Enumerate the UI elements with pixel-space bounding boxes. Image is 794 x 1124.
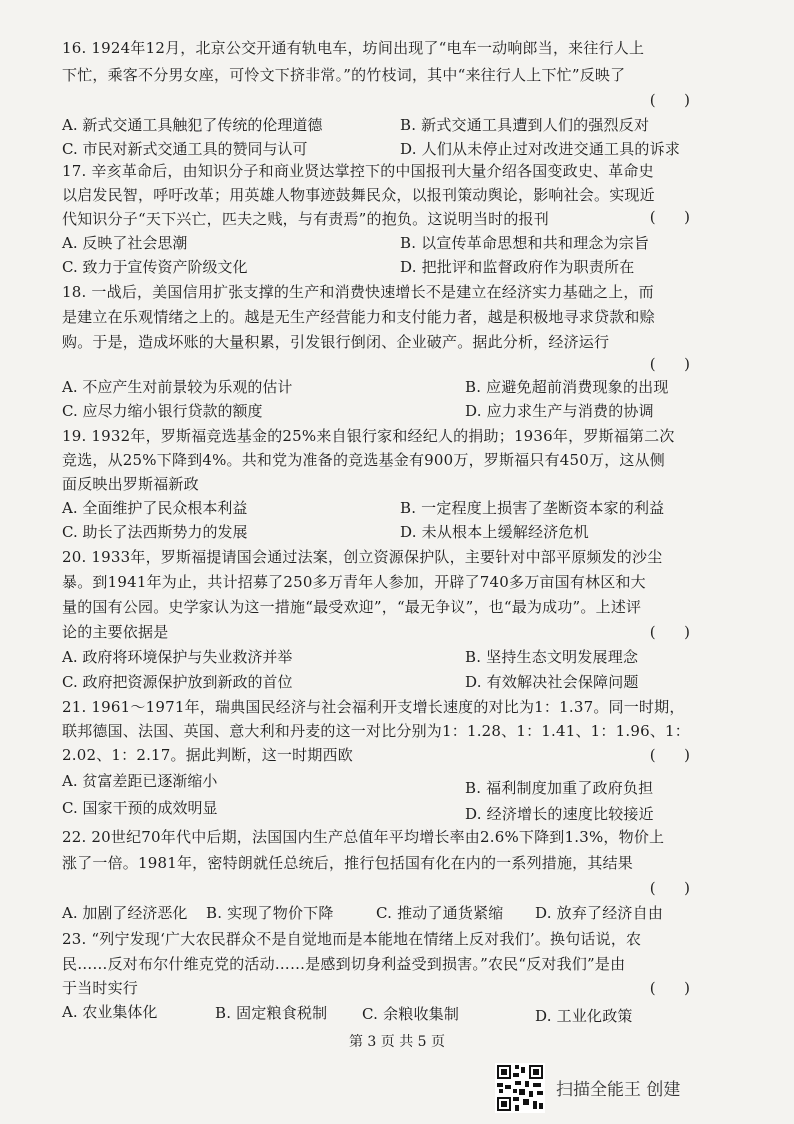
question-stem-line: 23. “列宁发现‘广大农民群众不是自觉地而是本能地在情绪上反对我们’。换句话说，农 xyxy=(62,930,642,948)
answer-blank: ( ) xyxy=(649,208,690,226)
option-b: B. 固定粮食税制 xyxy=(215,1004,328,1022)
option-a: A. 农业集体化 xyxy=(62,1003,158,1021)
question-stem-line: 购。于是，造成坏账的大量积累，引发银行倒闭、企业破产。据此分析，经济运行 xyxy=(62,333,610,351)
question-stem-line: 16. 1924年12月，北京公交开通有轨电车，坊间出现了“电车一动响郎当，来往行人上 xyxy=(62,39,645,57)
option-c: C. 政府把资源保护放到新政的首位 xyxy=(62,673,293,691)
option-c: C. 致力于宣传资产阶级文化 xyxy=(62,258,248,276)
question-stem-line: 以启发民智，呼吁改革；用英雄人物事迹鼓舞民众，以报刊策动舆论，影响社会。实现近 xyxy=(62,186,655,204)
option-c: C. 余粮收集制 xyxy=(362,1005,460,1023)
answer-blank: ( ) xyxy=(649,746,690,764)
option-a: A. 全面维护了民众根本利益 xyxy=(62,499,248,517)
answer-blank: ( ) xyxy=(649,355,690,373)
question-stem-line: 是建立在乐观情绪之上的。越是无生产经营能力和支付能力者，越是积极地寻求贷款和赊 xyxy=(62,308,655,326)
question-stem-line: 22. 20世纪70年代中后期，法国国内生产总值年平均增长率由2.6%下降到1.3%，物价上 xyxy=(62,828,665,846)
option-c: C. 助长了法西斯势力的发展 xyxy=(62,523,248,541)
option-d: D. 放弃了经济自由 xyxy=(535,904,664,922)
option-c: C. 市民对新式交通工具的赞同与认可 xyxy=(62,140,308,158)
answer-blank: ( ) xyxy=(649,91,690,109)
question-stem-line: 2.02、1：2.17。据此判断，这一时期西欧 xyxy=(62,746,353,764)
option-c: C. 国家干预的成效明显 xyxy=(62,799,218,817)
option-a: A. 贫富差距已逐渐缩小 xyxy=(62,772,218,790)
option-c: C. 应尽力缩小银行贷款的额度 xyxy=(62,402,263,420)
option-d: D. 人们从未停止过对改进交通工具的诉求 xyxy=(400,140,681,158)
question-stem-line: 竞选，从25%下降到4%。共和党为准备的竞选基金有900万，罗斯福只有450万，这从侧 xyxy=(62,451,666,469)
option-d: D. 应力求生产与消费的协调 xyxy=(465,402,654,420)
answer-blank: ( ) xyxy=(649,623,690,641)
question-stem-line: 18. 一战后，美国信用扩张支撑的生产和消费快速增长不是建立在经济实力基础之上，而 xyxy=(62,283,654,301)
answer-blank: ( ) xyxy=(649,879,690,897)
option-b: B. 以宣传革命思想和共和理念为宗旨 xyxy=(400,234,650,252)
question-stem-line: 于当时实行 xyxy=(62,979,139,997)
option-a: A. 反映了社会思潮 xyxy=(62,234,188,252)
option-d: D. 有效解决社会保障问题 xyxy=(465,673,639,691)
question-stem-line: 联邦德国、法国、英国、意大利和丹麦的这一对比分别为1：1.28、1：1.41、1：1.96、1： xyxy=(62,722,690,740)
answer-blank: ( ) xyxy=(649,979,690,997)
option-d: D. 把批评和监督政府作为职责所在 xyxy=(400,258,635,276)
option-b: B. 应避免超前消费现象的出现 xyxy=(465,378,669,396)
option-b: B. 坚持生态文明发展理念 xyxy=(465,648,639,666)
question-stem-line: 21. 1961～1971年，瑞典国民经济与社会福利开支增长速度的对比为1：1.37。同一时期， xyxy=(62,698,685,716)
option-d: D. 未从根本上缓解经济危机 xyxy=(400,523,589,541)
question-stem-line: 20. 1933年，罗斯福提请国会通过法案，创立资源保护队，主要针对中部平原频发的沙尘 xyxy=(62,548,663,566)
option-b: B. 福利制度加重了政府负担 xyxy=(465,779,654,797)
option-a: A. 新式交通工具触犯了传统的伦理道德 xyxy=(62,116,323,134)
option-a: A. 政府将环境保护与失业救济并举 xyxy=(62,648,293,666)
qr-code-icon xyxy=(495,1063,545,1113)
option-b: B. 实现了物价下降 xyxy=(206,904,334,922)
page-number: 第 3 页 共 5 页 xyxy=(348,1034,446,1050)
question-stem-line: 民……反对布尔什维克党的活动……是感到切身利益受到损害。”农民“反对我们”是由 xyxy=(62,955,626,973)
question-stem-line: 代知识分子“天下兴亡，匹夫之贱，与有责焉”的抱负。这说明当时的报刊 xyxy=(62,210,549,228)
question-stem-line: 下忙，乘客不分男女座，可怜文下挤非常。”的竹枝词，其中“来往行人上下忙”反映了 xyxy=(62,66,626,84)
option-a: A. 不应产生对前景较为乐观的估计 xyxy=(62,378,293,396)
option-a: A. 加剧了经济恶化 xyxy=(62,904,188,922)
question-stem-line: 19. 1932年，罗斯福竞选基金的25%来自银行家和经纪人的捐助；1936年，罗斯福第二次 xyxy=(62,427,675,445)
option-b: B. 新式交通工具遭到人们的强烈反对 xyxy=(400,116,650,134)
question-stem-line: 面反映出罗斯福新政 xyxy=(62,475,199,493)
option-d: D. 经济增长的速度比较接近 xyxy=(465,805,654,823)
question-stem-line: 量的国有公园。史学家认为这一措施“最受欢迎”，“最无争议”，也“最为成功”。上述评 xyxy=(62,598,642,616)
question-stem-line: 论的主要依据是 xyxy=(62,623,169,641)
option-d: D. 工业化政策 xyxy=(535,1007,633,1025)
scanner-watermark-text: 扫描全能王 创建 xyxy=(556,1080,681,1100)
option-b: B. 一定程度上损害了垄断资本家的利益 xyxy=(400,499,665,517)
question-stem-line: 涨了一倍。1981年，密特朗就任总统后，推行包括国有化在内的一系列措施，其结果 xyxy=(62,854,633,872)
option-c: C. 推动了通货紧缩 xyxy=(376,904,504,922)
question-stem-line: 17. 辛亥革命后，由知识分子和商业贤达掌控下的中国报刊大量介绍各国变政史、革命史 xyxy=(62,162,654,180)
question-stem-line: 暴。到1941年为止，共计招募了250多万青年人参加，开辟了740多万亩国有林区和大 xyxy=(62,573,646,591)
